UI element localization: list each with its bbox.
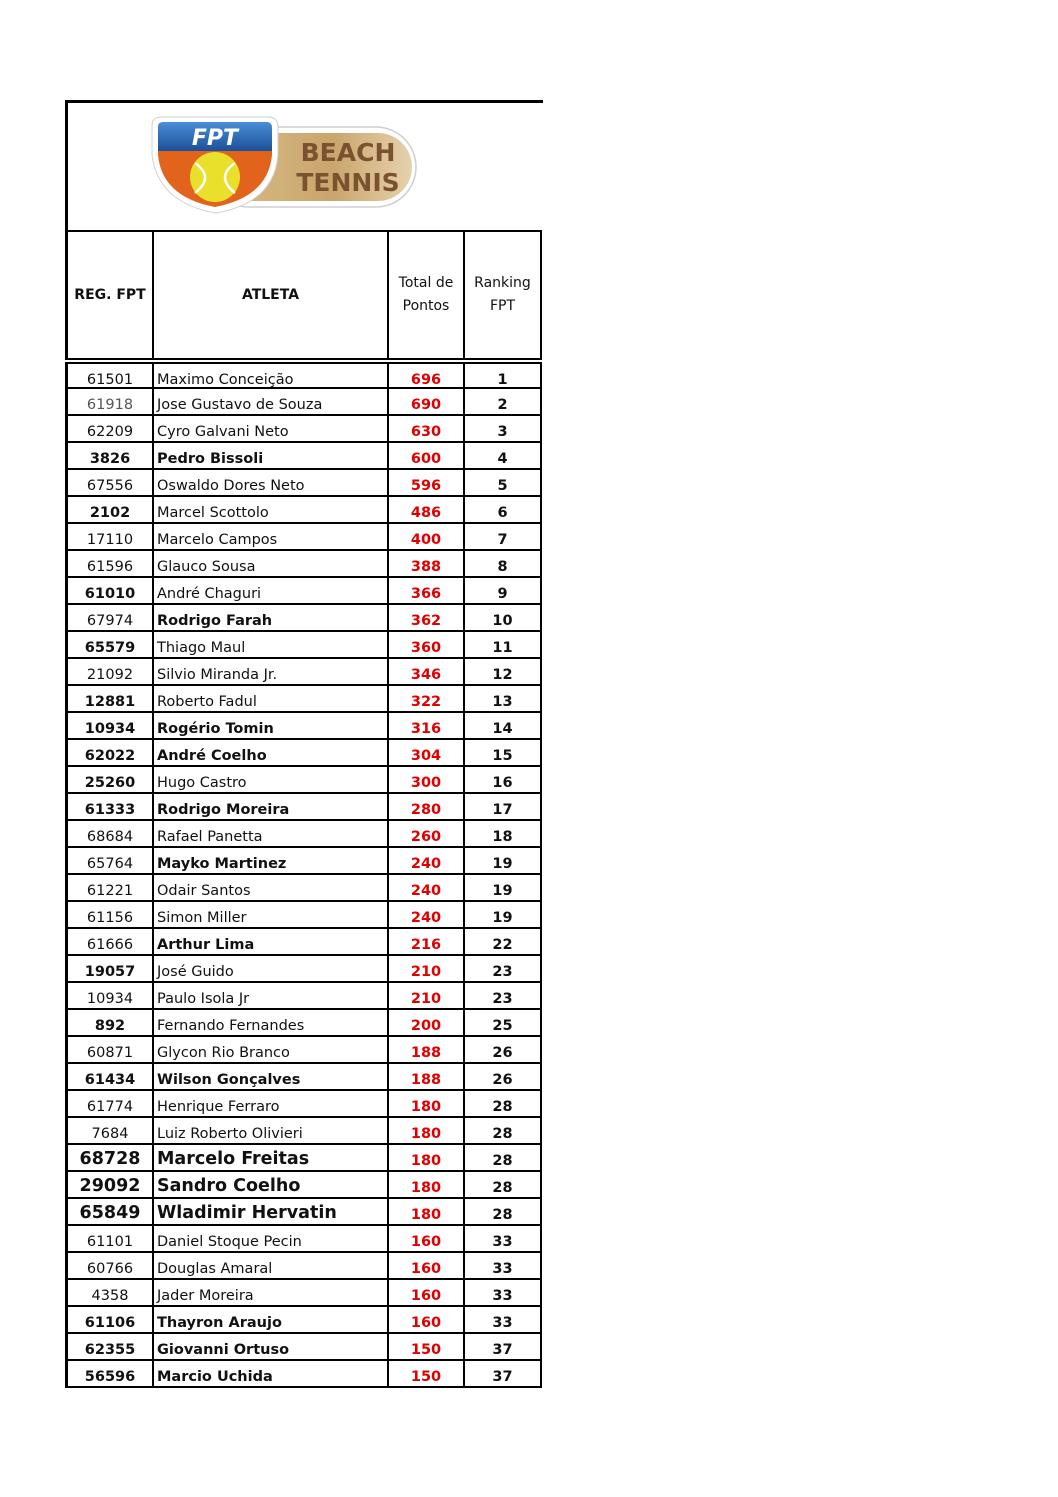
cell-ranking: 33 (465, 1307, 542, 1332)
cell-reg-fpt: 21092 (65, 659, 154, 684)
cell-athlete-name: Wladimir Hervatin (154, 1199, 389, 1224)
cell-total-points: 362 (389, 605, 465, 630)
cell-athlete-name: Sandro Coelho (154, 1172, 389, 1197)
table-row (65, 497, 542, 524)
table-row (65, 524, 542, 551)
cell-reg-fpt: 65764 (65, 848, 154, 873)
cell-reg-fpt: 3826 (65, 443, 154, 468)
cell-athlete-name: Glycon Rio Branco (154, 1037, 389, 1062)
cell-athlete-name: Daniel Stoque Pecin (154, 1226, 389, 1251)
cell-total-points: 150 (389, 1334, 465, 1359)
cell-reg-fpt: 68684 (65, 821, 154, 846)
table-row (65, 767, 542, 794)
cell-reg-fpt: 65579 (65, 632, 154, 657)
cell-ranking: 1 (465, 364, 542, 389)
cell-ranking: 28 (465, 1118, 542, 1143)
table-row (65, 1064, 542, 1091)
table-row (65, 1145, 542, 1172)
cell-reg-fpt: 61010 (65, 578, 154, 603)
table-row (65, 1253, 542, 1280)
cell-ranking: 6 (465, 497, 542, 522)
cell-reg-fpt: 60766 (65, 1253, 154, 1278)
cell-reg-fpt: 61774 (65, 1091, 154, 1116)
cell-reg-fpt: 68728 (65, 1145, 154, 1170)
cell-total-points: 696 (389, 364, 465, 389)
cell-athlete-name: Odair Santos (154, 875, 389, 900)
cell-total-points: 240 (389, 902, 465, 927)
table-row (65, 713, 542, 740)
cell-ranking: 3 (465, 416, 542, 441)
cell-total-points: 360 (389, 632, 465, 657)
fpt-beach-tennis-logo (148, 115, 418, 219)
cell-total-points: 160 (389, 1253, 465, 1278)
cell-athlete-name: José Guido (154, 956, 389, 981)
cell-total-points: 240 (389, 848, 465, 873)
cell-total-points: 366 (389, 578, 465, 603)
cell-ranking: 23 (465, 956, 542, 981)
cell-reg-fpt: 7684 (65, 1118, 154, 1143)
cell-ranking: 15 (465, 740, 542, 765)
cell-total-points: 280 (389, 794, 465, 819)
cell-reg-fpt: 56596 (65, 1361, 154, 1386)
header-atleta: ATLETA (152, 230, 389, 360)
cell-reg-fpt: 892 (65, 1010, 154, 1035)
cell-reg-fpt: 60871 (65, 1037, 154, 1062)
cell-athlete-name: Douglas Amaral (154, 1253, 389, 1278)
cell-reg-fpt: 61101 (65, 1226, 154, 1251)
cell-ranking: 16 (465, 767, 542, 792)
cell-ranking: 37 (465, 1361, 542, 1386)
table-row (65, 956, 542, 983)
cell-athlete-name: Pedro Bissoli (154, 443, 389, 468)
cell-athlete-name: Rodrigo Moreira (154, 794, 389, 819)
cell-athlete-name: Henrique Ferraro (154, 1091, 389, 1116)
cell-athlete-name: Marcelo Campos (154, 524, 389, 549)
table-row (65, 578, 542, 605)
cell-reg-fpt: 67974 (65, 605, 154, 630)
table-row (65, 1010, 542, 1037)
cell-ranking: 33 (465, 1280, 542, 1305)
cell-reg-fpt: 2102 (65, 497, 154, 522)
cell-reg-fpt: 19057 (65, 956, 154, 981)
cell-ranking: 2 (465, 389, 542, 414)
table-row (65, 875, 542, 902)
cell-reg-fpt: 10934 (65, 713, 154, 738)
cell-total-points: 188 (389, 1037, 465, 1062)
table-row (65, 389, 542, 416)
cell-ranking: 23 (465, 983, 542, 1008)
table-row (65, 929, 542, 956)
cell-athlete-name: André Chaguri (154, 578, 389, 603)
table-row (65, 1280, 542, 1307)
cell-ranking: 19 (465, 902, 542, 927)
table-row (65, 1091, 542, 1118)
cell-total-points: 180 (389, 1091, 465, 1116)
cell-total-points: 180 (389, 1199, 465, 1224)
cell-total-points: 200 (389, 1010, 465, 1035)
cell-athlete-name: Cyro Galvani Neto (154, 416, 389, 441)
cell-total-points: 322 (389, 686, 465, 711)
cell-total-points: 210 (389, 983, 465, 1008)
cell-reg-fpt: 62022 (65, 740, 154, 765)
table-row (65, 740, 542, 767)
cell-athlete-name: André Coelho (154, 740, 389, 765)
cell-ranking: 25 (465, 1010, 542, 1035)
table-row (65, 470, 542, 497)
cell-total-points: 690 (389, 389, 465, 414)
cell-total-points: 346 (389, 659, 465, 684)
cell-athlete-name: Jose Gustavo de Souza (154, 389, 389, 414)
cell-ranking: 28 (465, 1091, 542, 1116)
cell-reg-fpt: 61221 (65, 875, 154, 900)
cell-athlete-name: Wilson Gonçalves (154, 1064, 389, 1089)
cell-ranking: 9 (465, 578, 542, 603)
table-row (65, 983, 542, 1010)
logo-beach-text: BEACH (300, 138, 396, 167)
cell-athlete-name: Marcel Scottolo (154, 497, 389, 522)
cell-ranking: 28 (465, 1199, 542, 1224)
cell-reg-fpt: 61106 (65, 1307, 154, 1332)
cell-athlete-name: Marcio Uchida (154, 1361, 389, 1386)
logo-mark-text: FPT (191, 126, 239, 151)
cell-reg-fpt: 67556 (65, 470, 154, 495)
cell-ranking: 8 (465, 551, 542, 576)
table-row (65, 848, 542, 875)
cell-athlete-name: Marcelo Freitas (154, 1145, 389, 1170)
cell-reg-fpt: 61596 (65, 551, 154, 576)
cell-total-points: 150 (389, 1361, 465, 1386)
table-row (65, 1361, 542, 1388)
cell-reg-fpt: 10934 (65, 983, 154, 1008)
cell-athlete-name: Mayko Martinez (154, 848, 389, 873)
header-total-pontos: Total de Pontos (387, 230, 465, 360)
table-row (65, 1199, 542, 1226)
header-ranking-fpt: Ranking FPT (463, 230, 542, 360)
cell-total-points: 300 (389, 767, 465, 792)
cell-total-points: 240 (389, 875, 465, 900)
cell-athlete-name: Jader Moreira (154, 1280, 389, 1305)
table-row (65, 821, 542, 848)
cell-ranking: 28 (465, 1172, 542, 1197)
cell-athlete-name: Giovanni Ortuso (154, 1334, 389, 1359)
cell-ranking: 19 (465, 848, 542, 873)
cell-ranking: 7 (465, 524, 542, 549)
cell-ranking: 11 (465, 632, 542, 657)
cell-ranking: 12 (465, 659, 542, 684)
cell-ranking: 10 (465, 605, 542, 630)
cell-reg-fpt: 65849 (65, 1199, 154, 1224)
cell-total-points: 210 (389, 956, 465, 981)
cell-total-points: 180 (389, 1145, 465, 1170)
table-row (65, 686, 542, 713)
table-row (65, 1226, 542, 1253)
cell-ranking: 33 (465, 1253, 542, 1278)
cell-reg-fpt: 62209 (65, 416, 154, 441)
cell-reg-fpt: 61666 (65, 929, 154, 954)
cell-ranking: 19 (465, 875, 542, 900)
cell-total-points: 388 (389, 551, 465, 576)
logo-area (65, 100, 543, 233)
cell-reg-fpt: 61156 (65, 902, 154, 927)
cell-ranking: 26 (465, 1064, 542, 1089)
header-reg-fpt: REG. FPT (65, 230, 154, 360)
cell-reg-fpt: 61501 (65, 364, 154, 389)
table-row (65, 416, 542, 443)
cell-athlete-name: Simon Miller (154, 902, 389, 927)
cell-ranking: 17 (465, 794, 542, 819)
cell-reg-fpt: 17110 (65, 524, 154, 549)
table-row (65, 551, 542, 578)
table-row (65, 902, 542, 929)
cell-total-points: 180 (389, 1172, 465, 1197)
ranking-rows (65, 362, 542, 1388)
cell-ranking: 5 (465, 470, 542, 495)
table-row (65, 362, 542, 389)
cell-ranking: 4 (465, 443, 542, 468)
cell-reg-fpt: 61333 (65, 794, 154, 819)
cell-reg-fpt: 61434 (65, 1064, 154, 1089)
cell-reg-fpt: 12881 (65, 686, 154, 711)
cell-athlete-name: Paulo Isola Jr (154, 983, 389, 1008)
table-row (65, 443, 542, 470)
cell-athlete-name: Thayron Araujo (154, 1307, 389, 1332)
table-row (65, 1118, 542, 1145)
cell-athlete-name: Fernando Fernandes (154, 1010, 389, 1035)
cell-ranking: 14 (465, 713, 542, 738)
cell-total-points: 180 (389, 1118, 465, 1143)
table-row (65, 1172, 542, 1199)
cell-total-points: 160 (389, 1226, 465, 1251)
table-row (65, 1037, 542, 1064)
cell-total-points: 260 (389, 821, 465, 846)
cell-ranking: 28 (465, 1145, 542, 1170)
cell-total-points: 596 (389, 470, 465, 495)
cell-total-points: 486 (389, 497, 465, 522)
cell-reg-fpt: 29092 (65, 1172, 154, 1197)
cell-ranking: 37 (465, 1334, 542, 1359)
cell-reg-fpt: 25260 (65, 767, 154, 792)
cell-total-points: 304 (389, 740, 465, 765)
cell-ranking: 13 (465, 686, 542, 711)
table-row (65, 794, 542, 821)
cell-athlete-name: Hugo Castro (154, 767, 389, 792)
cell-athlete-name: Silvio Miranda Jr. (154, 659, 389, 684)
cell-reg-fpt: 62355 (65, 1334, 154, 1359)
cell-total-points: 630 (389, 416, 465, 441)
table-row (65, 1307, 542, 1334)
table-row (65, 605, 542, 632)
cell-total-points: 160 (389, 1280, 465, 1305)
cell-athlete-name: Luiz Roberto Olivieri (154, 1118, 389, 1143)
table-row (65, 1334, 542, 1361)
cell-athlete-name: Rogério Tomin (154, 713, 389, 738)
cell-total-points: 316 (389, 713, 465, 738)
cell-total-points: 160 (389, 1307, 465, 1332)
cell-athlete-name: Rodrigo Farah (154, 605, 389, 630)
cell-ranking: 33 (465, 1226, 542, 1251)
cell-athlete-name: Arthur Lima (154, 929, 389, 954)
cell-athlete-name: Oswaldo Dores Neto (154, 470, 389, 495)
cell-reg-fpt: 61918 (65, 389, 154, 414)
cell-reg-fpt: 4358 (65, 1280, 154, 1305)
cell-athlete-name: Thiago Maul (154, 632, 389, 657)
cell-ranking: 18 (465, 821, 542, 846)
cell-total-points: 188 (389, 1064, 465, 1089)
cell-athlete-name: Rafael Panetta (154, 821, 389, 846)
cell-total-points: 216 (389, 929, 465, 954)
cell-total-points: 400 (389, 524, 465, 549)
cell-athlete-name: Roberto Fadul (154, 686, 389, 711)
cell-ranking: 26 (465, 1037, 542, 1062)
table-row (65, 632, 542, 659)
cell-total-points: 600 (389, 443, 465, 468)
cell-athlete-name: Glauco Sousa (154, 551, 389, 576)
logo-tennis-text: TENNIS (296, 168, 400, 197)
cell-ranking: 22 (465, 929, 542, 954)
cell-athlete-name: Maximo Conceição (154, 364, 389, 389)
table-row (65, 659, 542, 686)
